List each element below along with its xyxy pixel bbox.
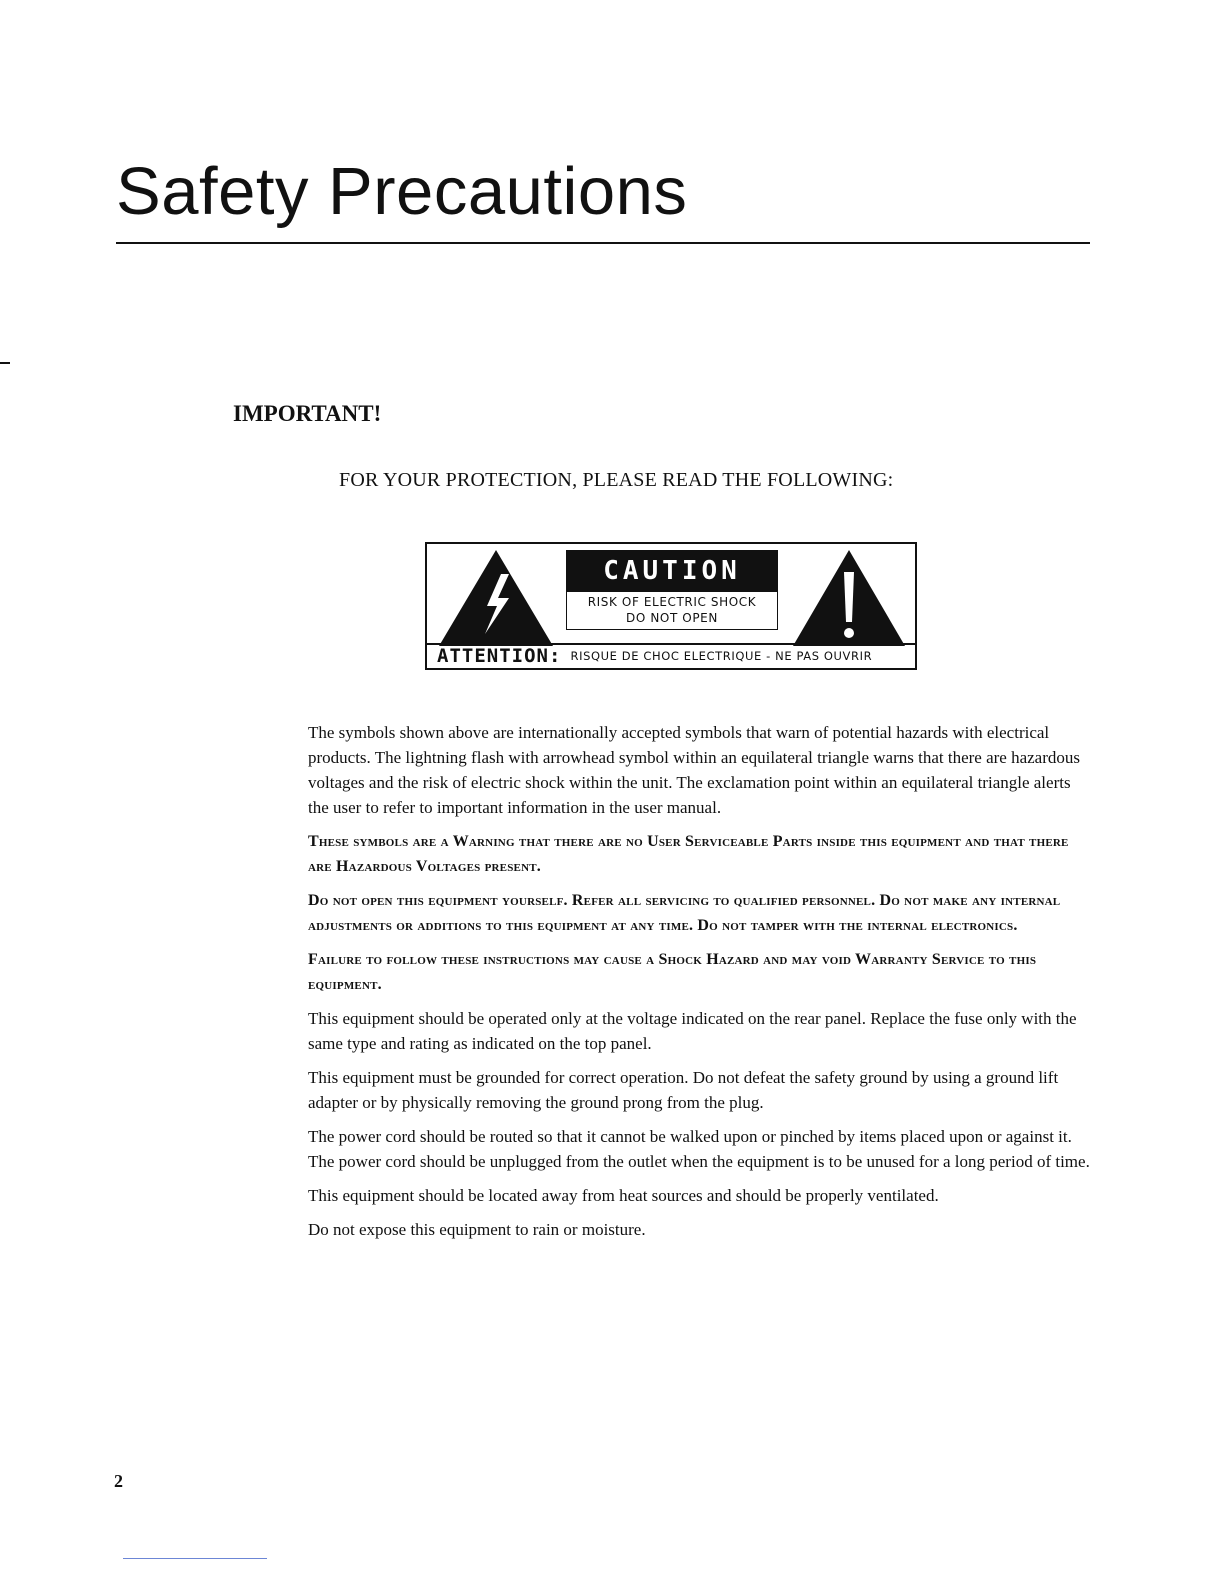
paragraph-voltage: This equipment should be operated only at the voltage indicated on the rear panel. Replace the fuse only with the same type and rating as indicated on the top panel. <box>308 1009 1077 1053</box>
attention-line <box>427 643 915 669</box>
caution-label-box <box>425 542 917 670</box>
paragraph-ventilation: This equipment should be located away from heat sources and should be properly ventilated. <box>308 1186 939 1205</box>
caution-title: CAUTION <box>566 550 778 592</box>
caution-panel <box>566 550 778 630</box>
attention-word: ATTENTION: <box>437 645 562 667</box>
margin-mark <box>0 362 10 364</box>
paragraph-symbols: The symbols shown above are internationally accepted symbols that warn of potential hazards with electrical products. The lightning flash with arrowhead symbol within an equilateral triangle warns that there are hazardous voltages and the risk of electric shock within the unit. The exclamation point within an equilateral triangle alerts the user to refer to important information in the user manual. <box>308 723 1081 817</box>
attention-text: RISQUE DE CHOC ELECTRIQUE - NE PAS OUVRIR <box>570 649 873 663</box>
paragraph-power-cord: The power cord should be routed so that it cannot be walked upon or pinched by items placed upon or against it. The power cord should be unplugged from the outlet when the equipment is to be unused for a long period of time. <box>308 1127 1090 1171</box>
important-heading: IMPORTANT! <box>233 401 382 426</box>
page-title: Safety Precautions <box>116 154 688 229</box>
paragraph-failure: Failure to follow these instructions may cause a Shock Hazard and may void Warranty Service to this equipment. <box>308 951 1037 993</box>
risk-line: RISK OF ELECTRIC SHOCK <box>587 595 757 609</box>
exclamation-triangle-icon <box>791 548 907 648</box>
title-underline <box>116 242 1090 244</box>
paragraph-warning: These symbols are a Warning that there are no User Serviceable Parts inside this equipment and that there are Hazardous Voltages present. <box>308 833 1069 875</box>
protection-line: FOR YOUR PROTECTION, PLEASE READ THE FOLLOWING: <box>339 469 894 491</box>
lightning-triangle-icon <box>437 548 555 648</box>
paragraph-grounding: This equipment must be grounded for correct operation. Do not defeat the safety ground by using a ground lift adapter or by physically removing the ground prong from the plug. <box>308 1068 1059 1112</box>
footer-rule <box>123 1558 267 1559</box>
do-not-open-line: DO NOT OPEN <box>626 611 718 625</box>
paragraph-do-not-open: Do not open this equipment yourself. Refer all servicing to qualified personnel. Do not make any internal adjustments or additions to this equipment at any time. Do not tamper with the internal electronics. <box>308 892 1061 934</box>
paragraph-moisture: Do not expose this equipment to rain or moisture. <box>308 1220 646 1239</box>
safety-body <box>308 720 1093 1251</box>
caution-subtext <box>566 592 778 630</box>
page-number: 2 <box>114 1471 123 1491</box>
